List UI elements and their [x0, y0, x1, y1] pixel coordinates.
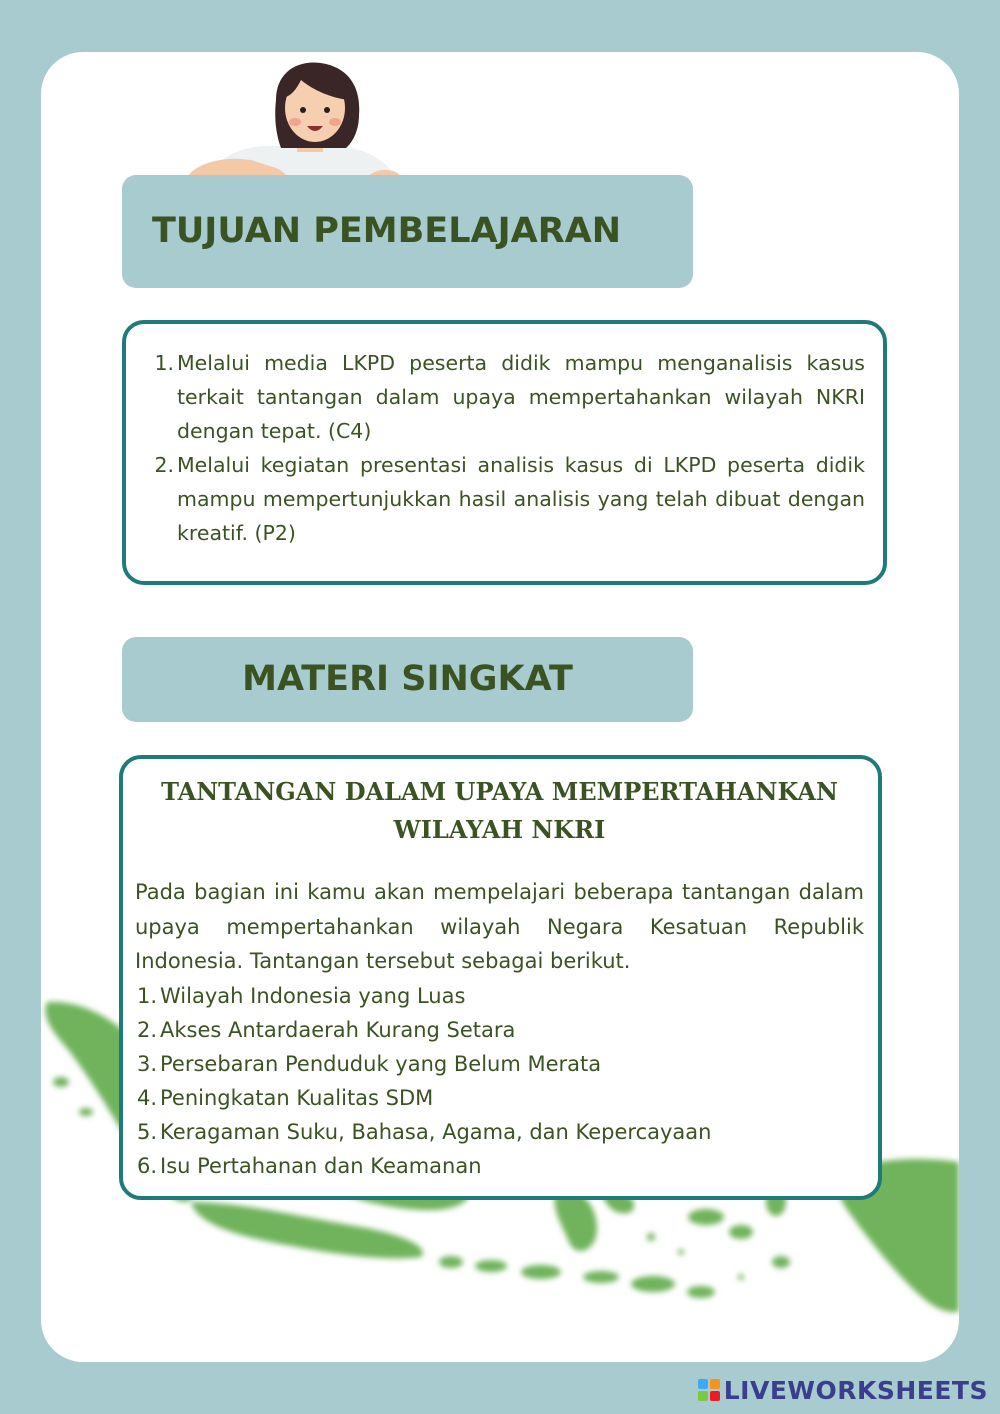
material-intro-paragraph: Pada bagian ini kamu akan mempelajari beberapa tantangan dalam upaya mempertahankan wilayah Negara Kesatuan Republik Indonesia. Tantangan tersebut sebagai berikut.: [135, 880, 864, 973]
liveworksheets-logo-icon: [698, 1379, 720, 1401]
list-item-number: 6.: [136, 1153, 157, 1178]
material-panel: [119, 755, 882, 1200]
list-item-number: 5.: [136, 1119, 157, 1144]
list-item: [135, 1081, 864, 1115]
liveworksheets-branding[interactable]: [698, 1374, 988, 1406]
brand-name: LIVEWORKSHEETS: [723, 1375, 988, 1405]
goals-panel: [122, 320, 887, 585]
teacher-character-illustration: [181, 60, 421, 192]
list-item-number: 3.: [136, 1051, 157, 1076]
worksheet-page: [41, 52, 959, 1362]
list-item: [135, 1149, 864, 1183]
goals-list: [144, 346, 865, 550]
challenges-list: [135, 979, 864, 1183]
list-item: [144, 448, 865, 550]
list-item-text: Melalui media LKPD peserta didik mampu menganalisis kasus terkait tantangan dalam upaya mempertahankan wilayah NKRI dengan tepat. (C4): [177, 351, 865, 443]
list-item-number: 1.: [154, 351, 174, 375]
list-item: [144, 346, 865, 448]
material-section-header: MATERI SINGKAT: [122, 637, 693, 722]
list-item-text: Keragaman Suku, Bahasa, Agama, dan Kepercayaan: [160, 1119, 712, 1144]
list-item-text: Melalui kegiatan presentasi analisis kasus di LKPD peserta didik mampu mempertunjukkan hasil analisis yang telah dibuat dengan kreatif. (P2): [177, 453, 865, 545]
list-item-number: 1.: [136, 983, 157, 1008]
material-subtitle: TANTANGAN DALAM UPAYA MEMPERTAHANKAN WILAYAH NKRI: [161, 777, 838, 844]
list-item: [135, 1047, 864, 1081]
list-item: [135, 1013, 864, 1047]
goals-section-header: TUJUAN PEMBELAJARAN: [122, 175, 693, 288]
list-item: [135, 979, 864, 1013]
list-item-text: Persebaran Penduduk yang Belum Merata: [160, 1051, 602, 1076]
list-item-number: 2.: [136, 1017, 157, 1042]
list-item-text: Wilayah Indonesia yang Luas: [160, 983, 466, 1008]
list-item-text: Akses Antardaerah Kurang Setara: [160, 1017, 516, 1042]
list-item-text: Peningkatan Kualitas SDM: [160, 1085, 434, 1110]
list-item-text: Isu Pertahanan dan Keamanan: [160, 1153, 482, 1178]
list-item-number: 2.: [154, 453, 174, 477]
list-item: [135, 1115, 864, 1149]
list-item-number: 4.: [136, 1085, 157, 1110]
